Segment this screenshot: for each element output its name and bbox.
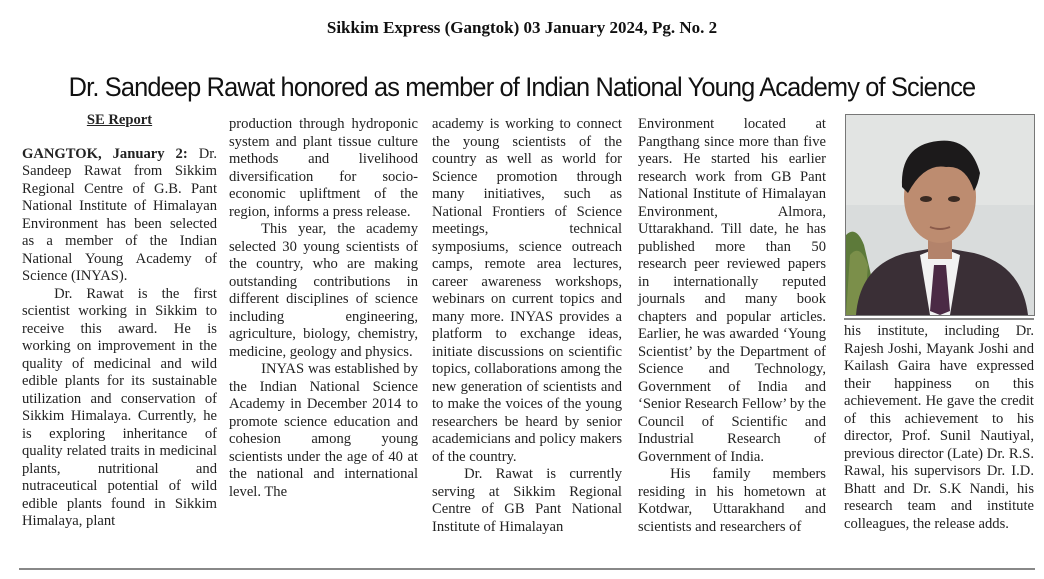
paragraph: his institute, including Dr. Rajesh Joshi, Mayank Joshi and Kailash Gaira have expressed their happiness on this achievement. He gave the credit of this achievement to his director, Prof. Sunil Nautiyal, previous director (Late) Dr. R.S. Rawal, his supervisors Dr. I.D. Bhatt and Dr. S.K Nandi, his research team and institute colleagues, the release adds. <box>844 323 1034 532</box>
article-headline: Dr. Sandeep Rawat honored as member of Indian National Young Academy of Science <box>68 72 976 102</box>
paragraph: academy is working to connect the young scientists of the country as well as world for Science promotion through many initiatives, such as National Frontiers of Science meetings, technical symposiums, science outreach camps, remote area lectures, career awareness workshops, webinars on current topics and many more. INYAS provides a platform to exchange ideas, initiate discussions on scientific topics, collaborations among the new generation of scientists and to make the voices of the young researchers be heard by senior academicians and policy makers of the country. <box>432 116 622 465</box>
paragraph: This year, the academy selected 30 young scientists of the country, who are making outstanding contributions in different disciplines of science including engineering, agriculture, biology, chemistry, medicine, geology and physics. <box>229 221 418 360</box>
byline: SE Report <box>86 112 153 128</box>
paragraph-text: Dr. Sandeep Rawat from Sikkim Regional Centre of G.B. Pant National Institute of Himalayan Environment has been selected as a member of the Indian National Young Academy of Science (INYAS). <box>22 145 217 284</box>
article-body <box>19 112 1035 570</box>
paragraph: Dr. Rawat is the first scientist working in Sikkim to receive this award. He is working on improvement in the quality of medicinal and wild edible plants for its sustainable utilization and conservation of Sikkim Himalaya. Currently, he is exploring inheritance of quality related traits in medicinal plants, nutritional and nutraceutical potential of wild edible plants found in Sikkim Himalaya, plant <box>22 285 217 529</box>
article-column-4 <box>638 116 826 536</box>
article-column-1 <box>22 112 217 531</box>
paragraph: Dr. Rawat is currently serving at Sikkim Regional Centre of GB Pant National Institute of Himalayan <box>432 466 622 535</box>
publication-source-line: Sikkim Express (Gangtok) 03 January 2024, Pg. No. 2 <box>326 18 718 37</box>
paragraph: His family members residing in his hometown at Kotdwar, Uttarakhand and scientists and researchers of <box>638 466 826 535</box>
dateline: GANGTOK, January 2: <box>22 145 188 162</box>
article-column-2 <box>229 116 418 501</box>
article-column-3 <box>432 116 622 536</box>
paragraph: Environment located at Pangthang since more than five years. He started his earlier research work from GB Pant National Institute of Himalayan Environment, Almora, Uttarakhand. Till date, he has published more than 50 research peer reviewed papers in internationally reputed journals and many book chapters and popular articles. Earlier, he was awarded ‘Young Scientist’ by the Department of Science and Technology, Government of India and ‘Senior Research Fellow’ by the Council of Scientific and Industrial Research of Government of India. <box>638 116 826 465</box>
column-divider <box>844 318 1034 320</box>
portrait-photo <box>845 114 1035 316</box>
paragraph: INYAS was established by the Indian National Science Academy in December 2014 to promote science education and cohesion among young scientists under the age of 40 at the national and international level. The <box>229 361 418 500</box>
portrait-photo-icon <box>846 115 1034 315</box>
paragraph: production through hydroponic system and plant tissue culture methods and livelihood diversification for socio-economic upliftment of the region, informs a press release. <box>229 116 418 220</box>
paragraph <box>22 146 217 286</box>
article-column-5 <box>844 323 1034 533</box>
